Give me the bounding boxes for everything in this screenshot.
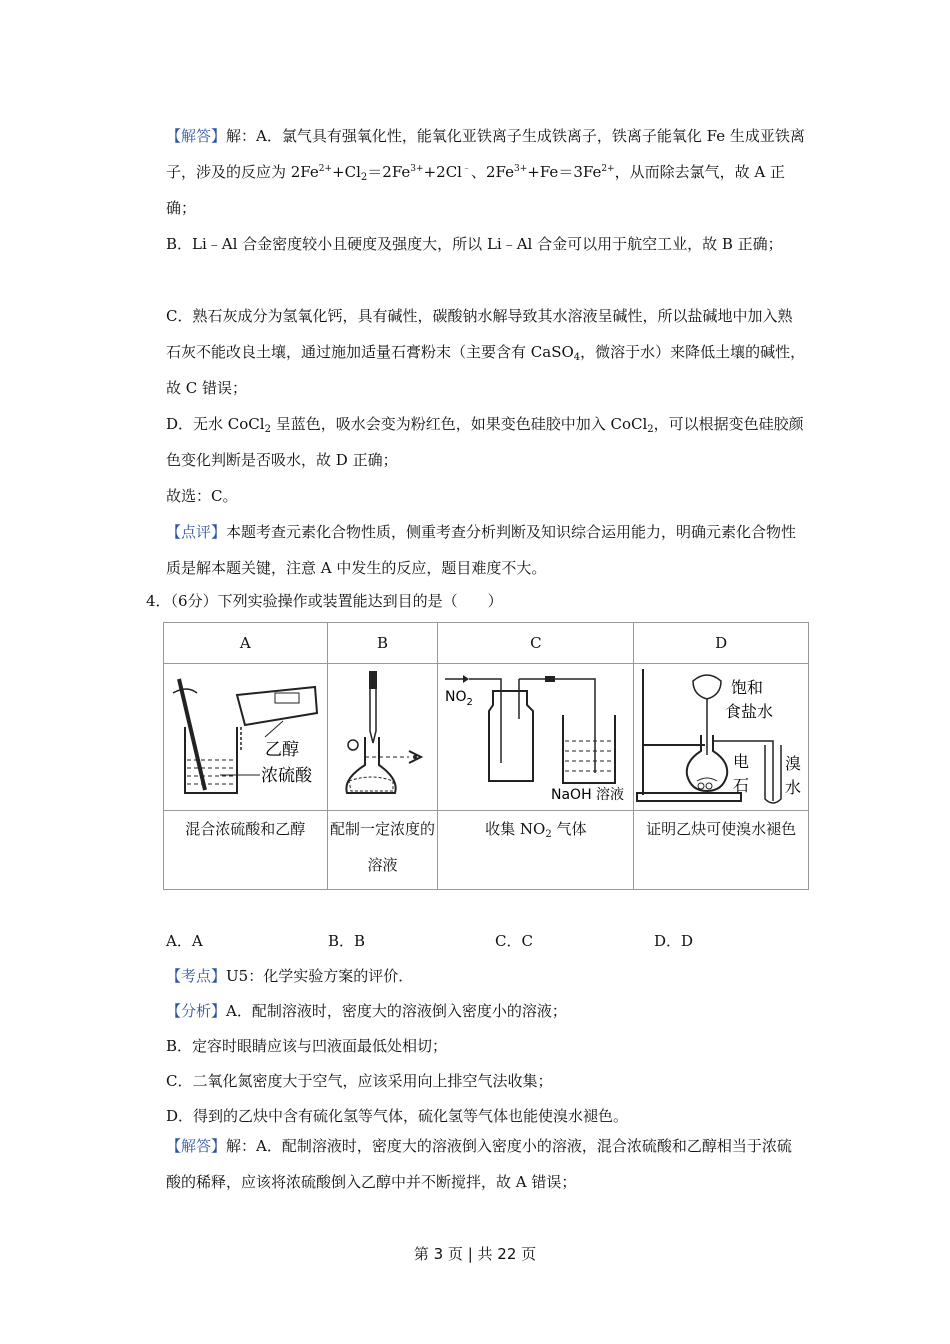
solution-b-paragraph: B．Li﹣Al 合金密度较小且硬度及强度大，所以 Li﹣Al 合金可以用于航空工业，故 B 正确； — [166, 235, 783, 253]
caption-a: 混合浓硫酸和乙醇 — [164, 811, 328, 890]
label-sat-brine-2: 食盐水 — [725, 702, 774, 721]
diagram-a-cell — [164, 664, 328, 811]
header-b: B — [327, 623, 438, 664]
comment-tag: 【点评】 — [166, 523, 227, 541]
question-4-stem: 4．（6分）下列实验操作或装置能达到目的是（ ） — [146, 592, 503, 610]
header-d: D — [634, 623, 809, 664]
comment-paragraph: 【点评】本题考查元素化合物性质，侧重考查分析判断及知识综合运用能力，明确元素化合物性质是解本题关键，注意 A 中发生的反应，题目难度不大。 — [166, 523, 797, 577]
label-conc-sulfuric: 浓硫酸 — [261, 766, 313, 786]
analysis-a: 【分析】A．配制溶液时，密度大的溶液倒入密度小的溶液； — [166, 1002, 567, 1020]
label-bromine-2: 水 — [785, 778, 802, 797]
diagram-b — [329, 665, 437, 805]
choice-b: B．B — [328, 932, 366, 950]
choice-d: D．D — [654, 932, 694, 950]
diagram-a — [165, 665, 325, 805]
label-bromine-1: 溴 — [785, 754, 802, 773]
diagram-c — [439, 665, 633, 805]
diagram-c-cell — [438, 664, 634, 811]
options-table — [163, 622, 809, 890]
analysis-d: D．得到的乙炔中含有硫化氢等气体，硫化氢等气体也能使溴水褪色。 — [166, 1107, 629, 1125]
point-tag: 【考点】 — [166, 967, 227, 985]
knowledge-point: 【考点】U5：化学实验方案的评价． — [166, 967, 414, 985]
diagram-b-cell — [327, 664, 438, 811]
caption-b: 配制一定浓度的溶液 — [327, 811, 438, 890]
page-footer: 第 3 页 | 共 22 页 — [413, 1245, 537, 1263]
solution-2-tag: 【解答】 — [166, 1137, 227, 1155]
solution-choice: 故选：C。 — [166, 487, 238, 505]
label-naoh: NaOH 溶液 — [550, 787, 624, 803]
solution-2-paragraph: 【解答】解：A．配制溶液时，密度大的溶液倒入密度小的溶液，混合浓硫酸和乙醇相当于浓硫酸的稀释，应该将浓硫酸倒入乙醇中并不断搅拌，故 A 错误； — [166, 1137, 792, 1191]
caption-c: 收集 $NO_2$ 气体 — [438, 811, 634, 890]
analysis-tag: 【分析】 — [166, 1002, 227, 1020]
diagram-d-cell — [634, 664, 809, 811]
label-no2: $NO_2$ — [444, 689, 473, 708]
label-carbide-1: 电 — [733, 752, 750, 771]
choice-c: C．C — [495, 932, 533, 950]
solution-a-paragraph: 【解答】解：A．氯气具有强氧化性，能氧化亚铁离子生成铁离子，铁离子能氧化 Fe 生成亚铁离子，涉及的反应为 $2Fe^{2+}+Cl_2=2Fe^{3+}+2Cl^﹣$、$2Fe^{3+}+Fe=3Fe^{2+}$，从而除去氯气，故 A 正确； — [166, 127, 805, 217]
label-sat-brine-1: 饱和 — [731, 678, 764, 697]
caption-d: 证明乙炔可使溴水褪色 — [634, 811, 809, 890]
solution-tag: 【解答】 — [166, 127, 227, 145]
solution-c-paragraph: C．熟石灰成分为氢氧化钙，具有碱性，碳酸钠水解导致其水溶液呈碱性，所以盐碱地中加入熟石灰不能改良土壤，通过施加适量石膏粉末（主要含有 CaSO$_4$，微溶于水）来降低土壤的碱性，故 C 错误； — [166, 307, 806, 397]
analysis-b: B．定容时眼睛应该与凹液面最低处相切； — [166, 1037, 448, 1055]
header-a: A — [164, 623, 328, 664]
label-carbide-2: 石 — [733, 776, 750, 795]
choice-a: A．A — [166, 932, 203, 950]
label-ethanol: 乙醇 — [265, 740, 300, 760]
diagram-d — [635, 665, 807, 805]
solution-d-paragraph: D．无水 CoCl$_2$ 呈蓝色，吸水会变为粉红色，如果变色硅胶中加入 CoCl$_2$，可以根据变色硅胶颜色变化判断是否吸水，故 D 正确； — [166, 415, 804, 469]
header-c: C — [438, 623, 634, 664]
analysis-c: C．二氧化氮密度大于空气，应该采用向上排空气法收集； — [166, 1072, 553, 1090]
